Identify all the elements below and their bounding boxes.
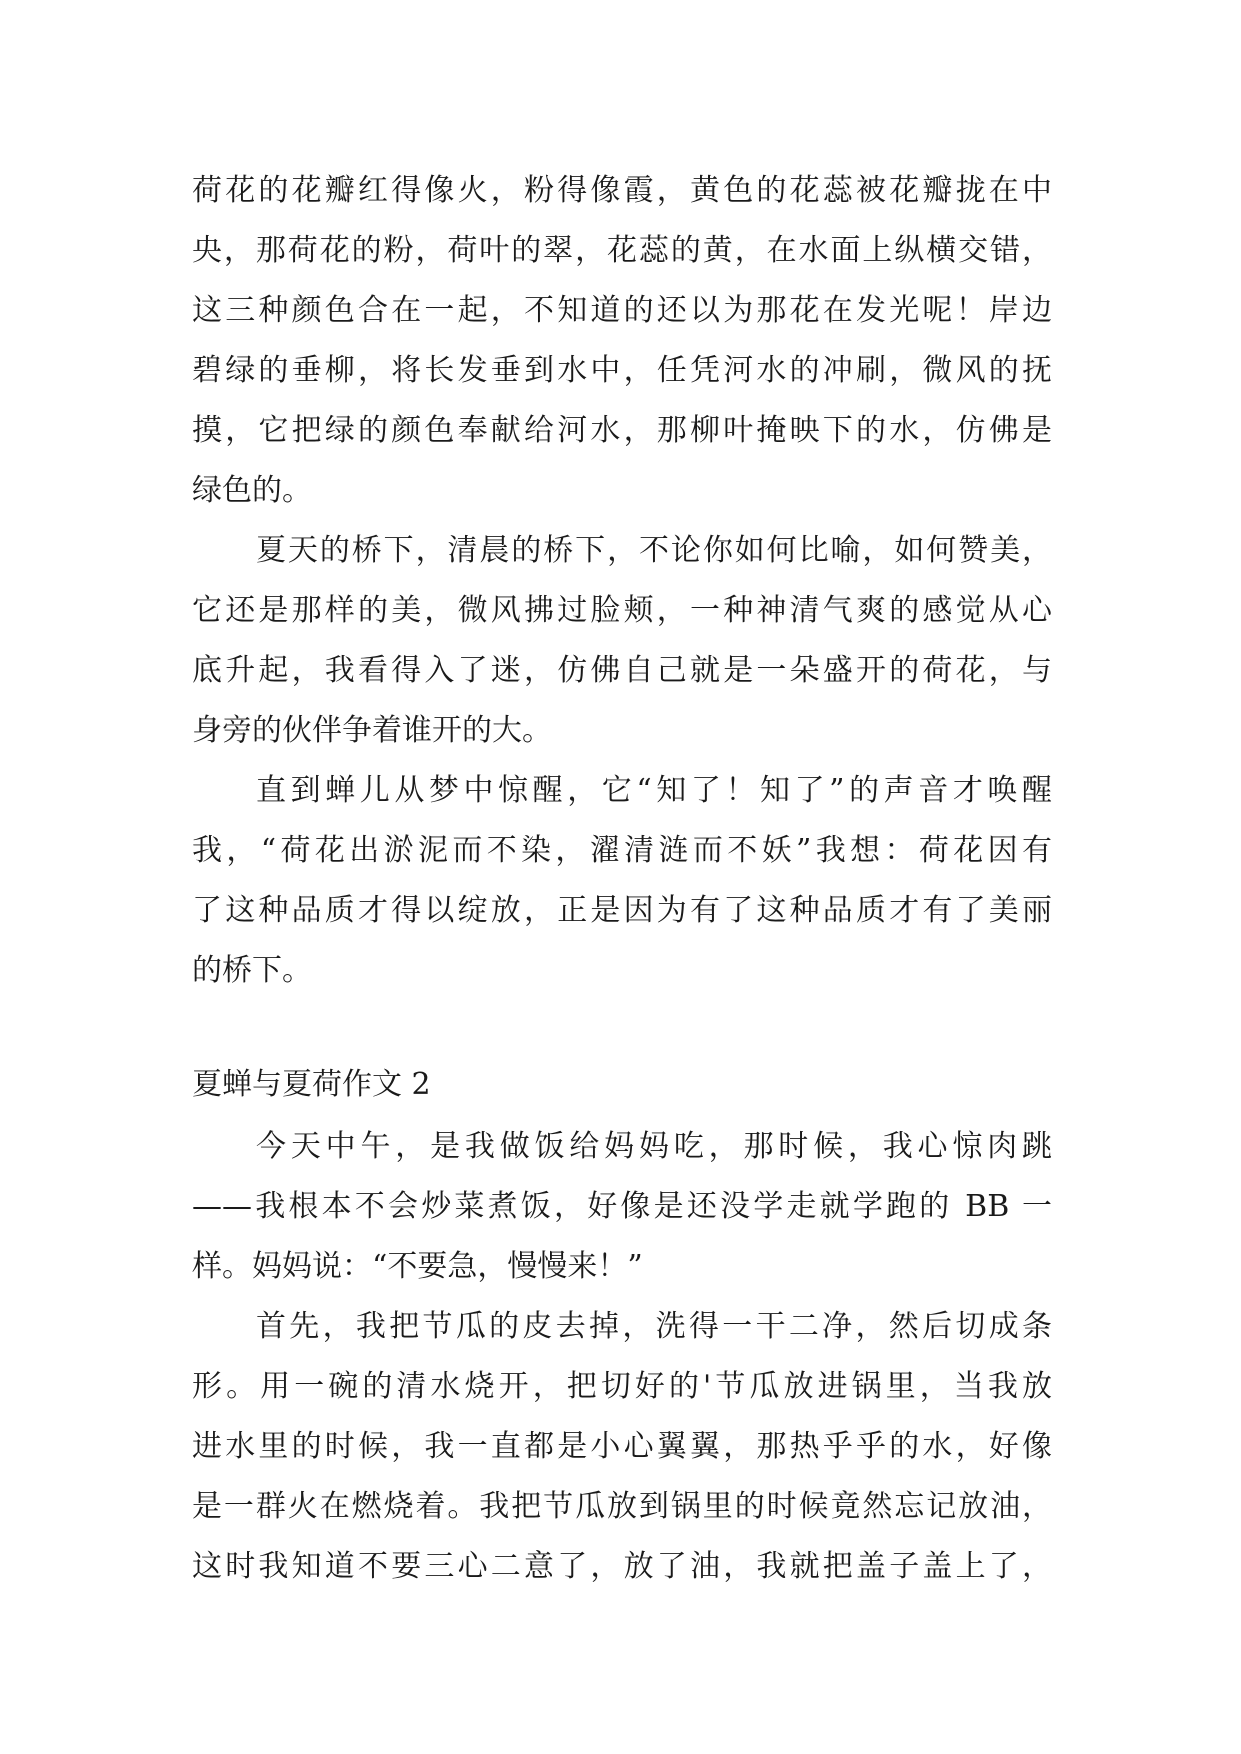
paragraph-line: 直到蝉儿从梦中惊醒，它“知了！知了”的声音才唤醒: [256, 773, 1052, 808]
section-gap: [192, 1001, 1052, 1053]
paragraph-line: 绿色的。: [192, 473, 312, 508]
paragraph-5: [192, 1297, 1052, 1597]
paragraph-line: 进水里的时候，我一直都是小心翼翼，那热乎乎的水，好像: [192, 1429, 1052, 1464]
paragraph-line: 碧绿的垂柳，将长发垂到水中，任凭河水的冲刷，微风的抚: [192, 353, 1052, 388]
paragraph-line: 是一群火在燃烧着。我把节瓜放到锅里的时候竟然忘记放油，: [192, 1489, 1052, 1524]
paragraph-line: 首先，我把节瓜的皮去掉，洗得一干二净，然后切成条: [256, 1309, 1052, 1344]
paragraph-line: 底升起，我看得入了迷，仿佛自己就是一朵盛开的荷花，与: [192, 653, 1052, 688]
paragraph-line: 央，那荷花的粉，荷叶的翠，花蕊的黄，在水面上纵横交错，: [192, 233, 1052, 268]
paragraph-line: 夏天的桥下，清晨的桥下，不论你如何比喻，如何赞美，: [256, 533, 1052, 568]
paragraph-3: [192, 761, 1052, 1001]
paragraph-line: 形。用一碗的清水烧开，把切好的'节瓜放进锅里，当我放: [192, 1369, 1052, 1404]
paragraph-line: 身旁的伙伴争着谁开的大。: [192, 713, 552, 748]
paragraph-line: 今天中午，是我做饭给妈妈吃，那时候，我心惊肉跳: [256, 1129, 1052, 1164]
section-heading: 夏蝉与夏荷作文 2: [192, 1067, 431, 1102]
paragraph-line: ——我根本不会炒菜煮饭，好像是还没学走就学跑的 BB 一: [192, 1189, 1052, 1224]
paragraph-line: 荷花的花瓣红得像火，粉得像霞，黄色的花蕊被花瓣拢在中: [192, 173, 1052, 208]
paragraph-line: 了这种品质才得以绽放，正是因为有了这种品质才有了美丽: [192, 893, 1052, 928]
paragraph-2: [192, 521, 1052, 761]
paragraph-line: 这时我知道不要三心二意了，放了油，我就把盖子盖上了，: [192, 1549, 1052, 1584]
paragraph-line: 我，“荷花出淤泥而不染，濯清涟而不妖”我想：荷花因有: [192, 833, 1052, 868]
paragraph-line: 它还是那样的美，微风拂过脸颊，一种神清气爽的感觉从心: [192, 593, 1052, 628]
paragraph-line: 摸，它把绿的颜色奉献给河水，那柳叶掩映下的水，仿佛是: [192, 413, 1052, 448]
document-body: [192, 161, 1052, 1597]
paragraph-line: 这三种颜色合在一起，不知道的还以为那花在发光呢！岸边: [192, 293, 1052, 328]
paragraph-4: [192, 1117, 1052, 1297]
paragraph-line: 样。妈妈说：“不要急，慢慢来！”: [192, 1249, 643, 1284]
paragraph-1: [192, 161, 1052, 521]
paragraph-line: 的桥下。: [192, 953, 312, 988]
